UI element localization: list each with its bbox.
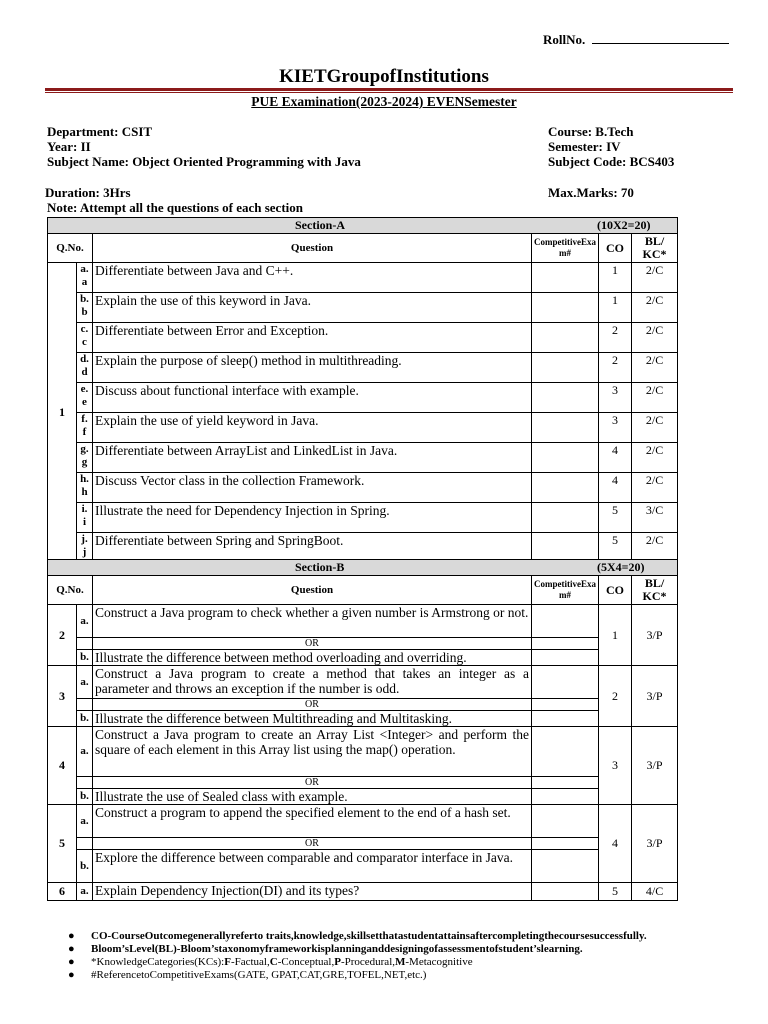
co-value: 5 bbox=[599, 503, 632, 533]
empty-cell bbox=[77, 699, 93, 711]
course: Course: B.Tech bbox=[548, 124, 634, 139]
competitive-cell bbox=[532, 533, 599, 563]
question-number: 2 bbox=[48, 605, 77, 666]
bl-value: 2/C bbox=[632, 383, 678, 413]
subject-name: Subject Name: Object Oriented Programming with Java bbox=[47, 154, 361, 169]
competitive-cell bbox=[532, 353, 599, 383]
co-value: 1 bbox=[599, 605, 632, 666]
semester: Semester: IV bbox=[548, 139, 621, 154]
footnotes bbox=[68, 930, 647, 982]
instruction-note: Note: Attempt all the questions of each section bbox=[47, 200, 303, 215]
sub-label: e. e bbox=[77, 383, 93, 413]
question-text: Discuss Vector class in the collection Framework. bbox=[93, 473, 532, 503]
sub-label: c. c bbox=[77, 323, 93, 353]
co-value: 4 bbox=[599, 443, 632, 473]
competitive-cell bbox=[532, 838, 599, 850]
section-a-row bbox=[48, 323, 678, 353]
bullet-icon: ● bbox=[68, 930, 75, 942]
sub-label: d. d bbox=[77, 353, 93, 383]
bl-value: 4/C bbox=[632, 883, 678, 901]
question-number: 5 bbox=[48, 805, 77, 883]
section-b-or-row bbox=[48, 699, 678, 711]
section-b-column-header bbox=[48, 576, 678, 605]
question-text: Construct a Java program to create an Array List <Integer> and perform the square of each element in this Array list using the map() operation. bbox=[93, 727, 532, 777]
section-b-header bbox=[48, 560, 678, 576]
question-number: 1 bbox=[48, 263, 77, 563]
empty-cell bbox=[77, 777, 93, 789]
question-text: Differentiate between Java and C++. bbox=[93, 263, 532, 293]
section-b-row bbox=[48, 883, 678, 901]
col-bl: BL/ KC* bbox=[632, 576, 678, 605]
empty-cell bbox=[77, 838, 93, 850]
max-marks: Max.Marks: 70 bbox=[548, 185, 634, 200]
roll-number-blank bbox=[592, 31, 729, 44]
co-value: 2 bbox=[599, 323, 632, 353]
sub-label: a. bbox=[77, 727, 93, 777]
col-question: Question bbox=[93, 576, 532, 605]
competitive-cell bbox=[532, 323, 599, 353]
section-a-marks: (10X2=20) bbox=[597, 218, 651, 232]
meta-right bbox=[548, 124, 674, 169]
sub-label: a. bbox=[77, 605, 93, 638]
sub-label: b. bbox=[77, 850, 93, 883]
question-number: 3 bbox=[48, 666, 77, 727]
co-value: 3 bbox=[599, 413, 632, 443]
competitive-cell bbox=[532, 473, 599, 503]
competitive-cell bbox=[532, 850, 599, 883]
col-question: Question bbox=[93, 234, 532, 263]
section-b-row bbox=[48, 850, 678, 883]
section-b-row bbox=[48, 805, 678, 838]
sub-label: b. b bbox=[77, 293, 93, 323]
section-a-row bbox=[48, 533, 678, 563]
title-rule-thick bbox=[45, 88, 733, 91]
or-divider: OR bbox=[93, 699, 532, 711]
section-b-or-row bbox=[48, 638, 678, 650]
footnote-co: ● CO-CourseOutcomegenerallyreferto traits,knowledge,skillsetthatastudentattainsaftercompletingthecoursesuccessfully. bbox=[68, 930, 647, 942]
bl-value: 2/C bbox=[632, 293, 678, 323]
sub-label: g. g bbox=[77, 443, 93, 473]
section-b-row bbox=[48, 650, 678, 666]
competitive-cell bbox=[532, 443, 599, 473]
question-number: 4 bbox=[48, 727, 77, 805]
question-text: Explain Dependency Injection(DI) and its types? bbox=[93, 883, 532, 901]
empty-cell bbox=[77, 638, 93, 650]
competitive-cell bbox=[532, 727, 599, 777]
competitive-cell bbox=[532, 805, 599, 838]
bl-value: 3/P bbox=[632, 666, 678, 727]
co-value: 5 bbox=[599, 533, 632, 563]
sub-label: f. f bbox=[77, 413, 93, 443]
col-qno: Q.No. bbox=[48, 234, 93, 263]
exam-title: PUE Examination(2023-2024) EVENSemester bbox=[251, 94, 517, 109]
col-bl: BL/ KC* bbox=[632, 234, 678, 263]
competitive-cell bbox=[532, 666, 599, 699]
section-b-row bbox=[48, 789, 678, 805]
bl-value: 2/C bbox=[632, 263, 678, 293]
co-value: 4 bbox=[599, 473, 632, 503]
section-a-row bbox=[48, 353, 678, 383]
question-text: Illustrate the need for Dependency Injection in Spring. bbox=[93, 503, 532, 533]
bl-value: 2/C bbox=[632, 443, 678, 473]
bl-value: 3/P bbox=[632, 727, 678, 805]
section-a-column-header bbox=[48, 234, 678, 263]
bl-value: 2/C bbox=[632, 413, 678, 443]
bl-value: 3/P bbox=[632, 805, 678, 883]
section-a-header bbox=[48, 218, 678, 234]
section-a-row bbox=[48, 443, 678, 473]
question-text: Construct a program to append the specified element to the end of a hash set. bbox=[93, 805, 532, 838]
competitive-cell bbox=[532, 699, 599, 711]
roll-number-label: RollNo. bbox=[543, 32, 586, 47]
co-value: 2 bbox=[599, 353, 632, 383]
section-b-title: Section-B bbox=[295, 560, 345, 574]
sub-label: a. bbox=[77, 666, 93, 699]
bl-value: 3/C bbox=[632, 503, 678, 533]
section-b-table bbox=[47, 559, 678, 901]
roll-number-field bbox=[543, 31, 729, 48]
question-text: Construct a Java program to check whether a given number is Armstrong or not. bbox=[93, 605, 532, 638]
co-value: 1 bbox=[599, 293, 632, 323]
sub-label: h. h bbox=[77, 473, 93, 503]
sub-label: b. bbox=[77, 650, 93, 666]
col-competitive: CompetitiveExam# bbox=[532, 576, 599, 605]
competitive-cell bbox=[532, 650, 599, 666]
subject-code: Subject Code: BCS403 bbox=[548, 154, 675, 169]
section-a-row bbox=[48, 293, 678, 323]
bullet-icon: ● bbox=[68, 956, 75, 968]
section-a-row bbox=[48, 383, 678, 413]
section-a-table bbox=[47, 217, 678, 563]
bl-value: 2/C bbox=[632, 323, 678, 353]
co-value: 3 bbox=[599, 383, 632, 413]
co-value: 1 bbox=[599, 263, 632, 293]
section-a-row bbox=[48, 413, 678, 443]
institution-title: KIETGroupofInstitutions bbox=[279, 66, 489, 87]
meta-left bbox=[47, 124, 361, 169]
section-b-or-row bbox=[48, 838, 678, 850]
question-text: Differentiate between Error and Exception. bbox=[93, 323, 532, 353]
question-text: Differentiate between ArrayList and LinkedList in Java. bbox=[93, 443, 532, 473]
question-text: Discuss about functional interface with example. bbox=[93, 383, 532, 413]
bl-value: 2/C bbox=[632, 533, 678, 563]
competitive-cell bbox=[532, 605, 599, 638]
col-competitive: CompetitiveExam# bbox=[532, 234, 599, 263]
co-value: 5 bbox=[599, 883, 632, 901]
duration: Duration: 3Hrs bbox=[45, 185, 131, 200]
department: Department: CSIT bbox=[47, 124, 153, 139]
section-b-marks: (5X4=20) bbox=[597, 560, 645, 574]
footnote-kc: ● *KnowledgeCategories(KCs):F-Factual,C-Conceptual,P-Procedural,M-Metacognitive bbox=[68, 956, 473, 968]
competitive-cell bbox=[532, 789, 599, 805]
question-number: 6 bbox=[48, 883, 77, 901]
section-a-row bbox=[48, 473, 678, 503]
col-co: CO bbox=[599, 576, 632, 605]
bl-value: 2/C bbox=[632, 473, 678, 503]
competitive-cell bbox=[532, 711, 599, 727]
sub-label: i. i bbox=[77, 503, 93, 533]
col-qno: Q.No. bbox=[48, 576, 93, 605]
competitive-cell bbox=[532, 383, 599, 413]
competitive-cell bbox=[532, 293, 599, 323]
or-divider: OR bbox=[93, 638, 532, 650]
section-b-row bbox=[48, 727, 678, 777]
sub-label: a. bbox=[77, 883, 93, 901]
competitive-cell bbox=[532, 503, 599, 533]
competitive-cell bbox=[532, 883, 599, 901]
bl-value: 2/C bbox=[632, 353, 678, 383]
question-text: Illustrate the use of Sealed class with example. bbox=[93, 789, 532, 805]
or-divider: OR bbox=[93, 838, 532, 850]
year: Year: II bbox=[47, 139, 91, 154]
title-rule-thin bbox=[45, 92, 733, 93]
sub-label: j. j bbox=[77, 533, 93, 563]
footnote-bl: ● Bloom’sLevel(BL)-Bloom’staxonomyframeworkisplanninganddesigningofassessmentofstudent’slearning. bbox=[68, 943, 583, 955]
section-a-row bbox=[48, 263, 678, 293]
competitive-cell bbox=[532, 777, 599, 789]
sub-label: b. bbox=[77, 711, 93, 727]
sub-label: a. a bbox=[77, 263, 93, 293]
question-text: Explain the use of this keyword in Java. bbox=[93, 293, 532, 323]
section-b-row bbox=[48, 666, 678, 699]
question-text: Illustrate the difference between Multithreading and Multitasking. bbox=[93, 711, 532, 727]
question-text: Explore the difference between comparable and comparator interface in Java. bbox=[93, 850, 532, 883]
or-divider: OR bbox=[93, 777, 532, 789]
co-value: 4 bbox=[599, 805, 632, 883]
section-b-row bbox=[48, 605, 678, 638]
section-b-or-row bbox=[48, 777, 678, 789]
question-text: Construct a Java program to create a method that takes an integer as a parameter and throws an exception if the number is odd. bbox=[93, 666, 532, 699]
bl-value: 3/P bbox=[632, 605, 678, 666]
section-a-row bbox=[48, 503, 678, 533]
section-b-row bbox=[48, 711, 678, 727]
question-text: Explain the use of yield keyword in Java. bbox=[93, 413, 532, 443]
col-co: CO bbox=[599, 234, 632, 263]
competitive-cell bbox=[532, 638, 599, 650]
co-value: 2 bbox=[599, 666, 632, 727]
section-a-title: Section-A bbox=[295, 218, 345, 232]
sub-label: b. bbox=[77, 789, 93, 805]
footnote-competitive: ● #ReferencetoCompetitiveExams(GATE, GPAT,CAT,GRE,TOFEL,NET,etc.) bbox=[68, 969, 427, 981]
competitive-cell bbox=[532, 263, 599, 293]
question-text: Illustrate the difference between method overloading and overriding. bbox=[93, 650, 532, 666]
sub-label: a. bbox=[77, 805, 93, 838]
question-text: Explain the purpose of sleep() method in multithreading. bbox=[93, 353, 532, 383]
question-text: Differentiate between Spring and SpringBoot. bbox=[93, 533, 532, 563]
co-value: 3 bbox=[599, 727, 632, 805]
competitive-cell bbox=[532, 413, 599, 443]
bullet-icon: ● bbox=[68, 969, 75, 981]
bullet-icon: ● bbox=[68, 943, 75, 955]
